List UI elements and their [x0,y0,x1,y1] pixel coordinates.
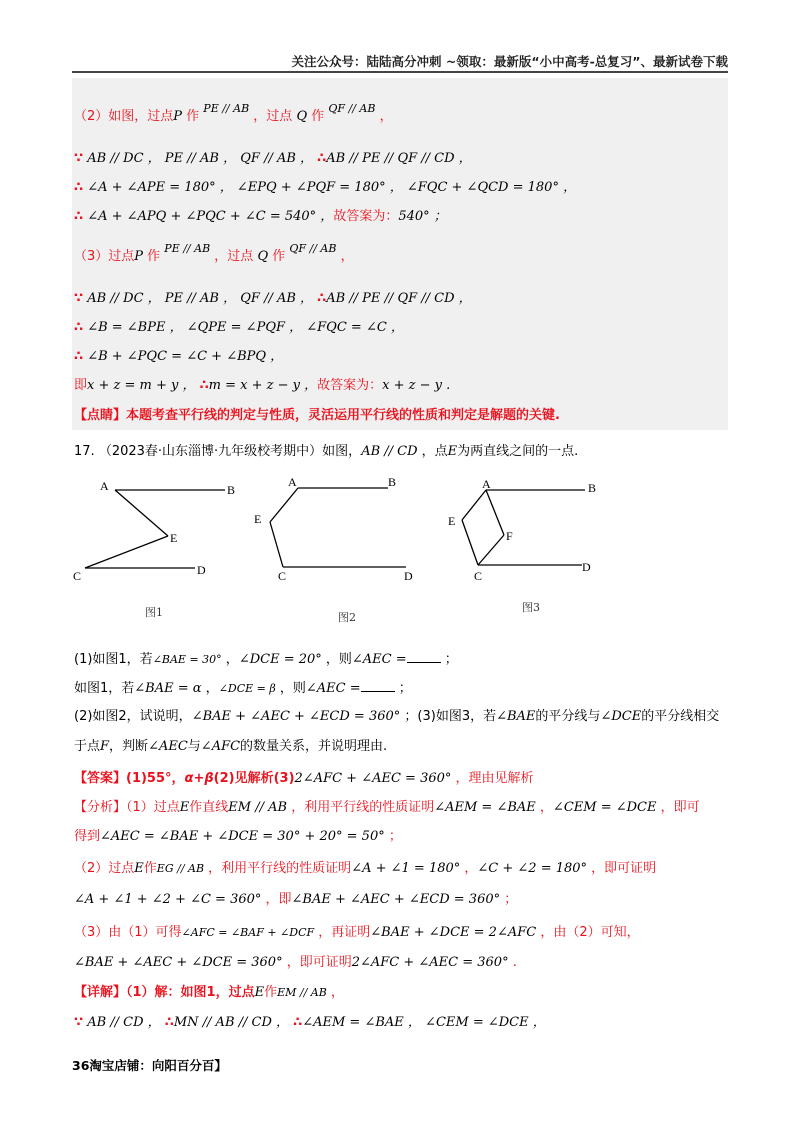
box-line-10: 【点睛】本题考查平行线的判定与性质，灵活运用平行线的性质和判定是解题的关键. [74,408,560,423]
answer-blank-1[interactable] [407,650,441,663]
box-line-9: 即x + z = m + y ， ∴m = x + z − y ，故答案为：x + z − y . [74,378,451,393]
fig2-label-B: B [388,475,397,489]
analysis-line-2: 得到∠AEC = ∠BAE + ∠DCE = 30° + 20° = 50° ； [74,829,402,844]
page-footer: 36淘宝店铺：向阳百分百】 [72,1058,227,1073]
fig3-label-A: A [482,477,491,491]
fig3-label-D: D [582,560,591,574]
fig1-label-C: C [73,569,82,583]
analysis-line-4: ∠A + ∠1 + ∠2 + ∠C = 360° ，即∠BAE + ∠AEC + ∠ECD = 360° ； [74,892,518,907]
analysis-line-5: （3）由（1）可得∠AFC = ∠BAF + ∠DCF ，再证明∠BAE + ∠DCE = 2∠AFC ，由（2）可知， [74,925,640,940]
box-line-4: ∴ ∠A + ∠APQ + ∠PQC + ∠C = 540° ，故答案为：540° ； [74,209,447,224]
figure-3 [440,470,620,630]
fig2-label-A: A [288,475,297,489]
box-line-2: ∵ AB // DC ， PE // AB ， QF // AB ， ∴AB // PE // QF // CD ， [74,151,472,166]
fig3-caption: 图3 [522,601,540,614]
box-line-8: ∴ ∠B + ∠PQC = ∠C + ∠BPQ ， [74,349,284,364]
part-1b-line: 如图1，若∠BAE = α ，∠DCE = β ，则∠AEC = ； [74,681,412,696]
box-line-7: ∴ ∠B = ∠BPE ， ∠QPE = ∠PQF ， ∠FQC = ∠C ， [74,320,404,335]
fig2-label-C: C [278,569,287,583]
fig2-label-E: E [254,512,262,526]
part-3-line: 于点F，判断∠AEC与∠AFC的数量关系，并说明理由. [74,739,388,754]
fig1-label-A: A [100,479,109,493]
analysis-line-1: 【分析】（1）过点E作直线EM // AB ，利用平行线的性质证明∠AEM = ∠BAE ，∠CEM = ∠DCE ，即可 [74,800,700,815]
fig3-label-B: B [588,481,597,495]
box-line-1: （2）如图，过点P 作 $^{PE // AB}$ ，过点 Q 作 $^{QF // AB}$ ， [74,102,393,124]
fig3-label-C: C [474,569,483,583]
figure-1 [60,470,260,630]
part-1-line: (1)如图1，若∠BAE = 30° ，∠DCE = 20° ，则∠AEC = ； [74,652,458,667]
fig3-label-F: F [506,529,513,543]
answer-blank-2[interactable] [361,679,395,692]
part-2-line: (2)如图2，试说明，∠BAE + ∠AEC + ∠ECD = 360° ；(3)如图3，若∠BAE的平分线与∠DCE的平分线相交 [74,709,720,724]
fig1-label-E: E [170,531,178,545]
figure-2 [248,470,438,630]
fig2-caption: 图2 [338,611,356,624]
fig1-label-D: D [197,563,206,577]
question-17: 17. （2023春·山东淄博·九年级校考期中）如图，AB // CD ，点E为两直线之间的一点. [74,444,579,459]
box-line-6: ∵ AB // DC ， PE // AB ， QF // AB ， ∴AB // PE // QF // CD ， [74,291,472,306]
detail-line-2: ∵ AB // CD ， ∴MN // AB // CD ， ∴∠AEM = ∠BAE ， ∠CEM = ∠DCE ， [74,1015,546,1030]
fig3-label-E: E [448,514,456,528]
page-header: 关注公众号：陆陆高分冲刺 ~领取：最新版“小中高考-总复习”、最新试卷下载 [291,54,728,69]
fig1-caption: 图1 [145,606,163,619]
answer-line: 【答案】(1)55°，α+β(2)见解析(3)2∠AFC + ∠AEC = 360° ，理由见解析 [74,771,534,786]
fig1-label-B: B [227,483,236,497]
box-line-5: （3）过点P 作 $^{PE // AB}$ ，过点 Q 作 $^{QF // AB}$ ， [74,242,354,264]
detail-line-1: 【详解】（1）解：如图1，过点E作EM // AB ， [74,985,344,1000]
fig2-label-D: D [404,569,413,583]
header-rule [72,71,728,73]
analysis-line-6: ∠BAE + ∠AEC + ∠DCE = 360° ，即可证明2∠AFC + ∠AEC = 360° . [74,955,517,970]
box-line-3: ∴ ∠A + ∠APE = 180° ， ∠EPQ + ∠PQF = 180° ， ∠FQC + ∠QCD = 180° ， [74,180,577,195]
analysis-line-3: （2）过点E作EG // AB ，利用平行线的性质证明∠A + ∠1 = 180° ，∠C + ∠2 = 180° ，即可证明 [74,861,657,876]
